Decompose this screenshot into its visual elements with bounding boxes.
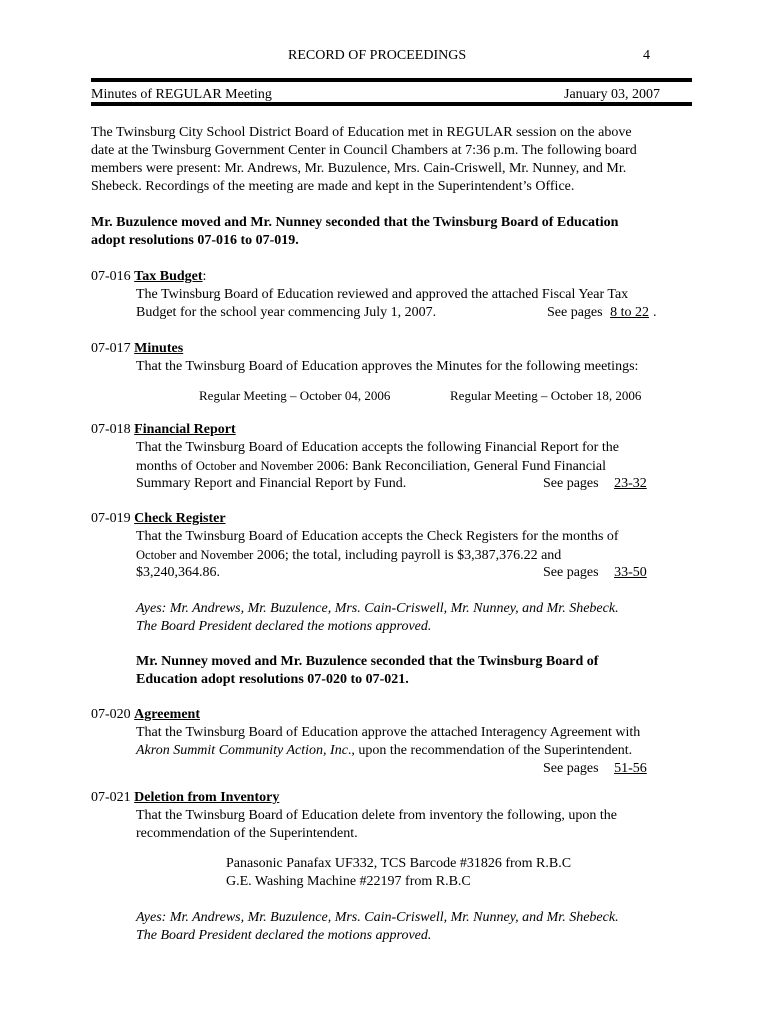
motion-text: adopt resolutions 07-016 to 07-019. bbox=[91, 233, 299, 248]
body-text-small: October and November bbox=[195, 459, 314, 473]
pages-end: . bbox=[652, 305, 657, 320]
pages-value: 8 to 22 bbox=[610, 305, 649, 320]
document-title: RECORD OF PROCEEDINGS bbox=[288, 48, 467, 63]
motion-text: Education adopt resolutions 07-020 to 07-021. bbox=[136, 672, 409, 687]
motion-text: Mr. Nunney moved and Mr. Buzulence seconded that the Twinsburg Board of bbox=[136, 654, 599, 669]
resolution-number: 07-017 bbox=[91, 341, 131, 356]
resolution-number: 07-016 bbox=[91, 269, 131, 284]
inventory-item: G.E. Washing Machine #22197 from R.B.C bbox=[226, 874, 471, 889]
body-text-small: October and November bbox=[136, 548, 254, 562]
header-rule-top bbox=[91, 78, 692, 82]
meeting-entry: Regular Meeting – October 04, 2006 bbox=[199, 388, 391, 403]
header-rule-bottom bbox=[91, 102, 692, 106]
pages-label: See pages bbox=[543, 761, 599, 776]
resolution-heading bbox=[91, 340, 183, 358]
resolution-body bbox=[136, 457, 606, 476]
page-reference bbox=[543, 760, 653, 778]
pages-label: See pages bbox=[543, 565, 599, 580]
body-text: 2006; the total, including payroll is $3,387,376.22 and bbox=[253, 548, 562, 563]
pages-label: See pages bbox=[543, 476, 599, 491]
resolution-title: Agreement bbox=[134, 707, 200, 722]
resolution-title-colon: : bbox=[202, 269, 207, 284]
pages-value: 51-56 bbox=[614, 761, 647, 776]
page-reference bbox=[543, 475, 653, 493]
resolution-heading bbox=[91, 789, 279, 807]
intro-line: The Twinsburg City School District Board of Education met in REGULAR session on the above bbox=[91, 125, 632, 140]
inventory-item: Panasonic Panafax UF332, TCS Barcode #31826 from R.B.C bbox=[226, 856, 572, 871]
body-text: months of bbox=[136, 459, 196, 474]
resolution-body: That the Twinsburg Board of Education accepts the Check Registers for the months of bbox=[136, 529, 619, 544]
pages-value: 33-50 bbox=[614, 565, 647, 580]
meeting-entry: Regular Meeting – October 18, 2006 bbox=[450, 388, 642, 403]
page-reference bbox=[543, 564, 653, 582]
vote-result: The Board President declared the motions approved. bbox=[136, 619, 432, 634]
resolution-heading bbox=[91, 268, 206, 286]
resolution-body: The Twinsburg Board of Education reviewed and approved the attached Fiscal Year Tax bbox=[136, 287, 629, 302]
resolution-number: 07-020 bbox=[91, 707, 131, 722]
resolution-number: 07-021 bbox=[91, 790, 131, 805]
vote-record: Ayes: Mr. Andrews, Mr. Buzulence, Mrs. Cain-Criswell, Mr. Nunney, and Mr. Shebeck. bbox=[136, 910, 619, 925]
resolution-number: 07-019 bbox=[91, 511, 131, 526]
meeting-date: January 03, 2007 bbox=[564, 87, 661, 102]
organization-name: Akron Summit Community Action, Inc bbox=[136, 743, 348, 758]
resolution-body: That the Twinsburg Board of Education approves the Minutes for the following meetings: bbox=[136, 359, 639, 374]
resolution-number: 07-018 bbox=[91, 422, 131, 437]
resolution-body bbox=[136, 546, 561, 565]
pages-value: 23-32 bbox=[614, 476, 647, 491]
resolution-heading bbox=[91, 421, 236, 439]
resolution-heading bbox=[91, 510, 226, 528]
resolution-body: Summary Report and Financial Report by Fund. bbox=[136, 476, 407, 491]
resolution-heading bbox=[91, 706, 200, 724]
resolution-body: That the Twinsburg Board of Education accepts the following Financial Report for the bbox=[136, 440, 619, 455]
intro-line: Shebeck. Recordings of the meeting are made and kept in the Superintendent’s Office. bbox=[91, 179, 575, 194]
page-number: 4 bbox=[643, 48, 650, 63]
resolution-body bbox=[136, 742, 632, 760]
resolution-title: Tax Budget bbox=[134, 269, 203, 284]
resolution-title: Minutes bbox=[134, 341, 184, 356]
resolution-body: That the Twinsburg Board of Education delete from inventory the following, upon the bbox=[136, 808, 618, 823]
resolution-body: That the Twinsburg Board of Education approve the attached Interagency Agreement with bbox=[136, 725, 641, 740]
body-text: ., upon the recommendation of the Superintendent. bbox=[347, 743, 633, 758]
body-text: 2006: Bank Reconciliation, General Fund Financial bbox=[313, 459, 606, 474]
intro-line: date at the Twinsburg Government Center in Council Chambers at 7:36 p.m. The following board bbox=[91, 143, 637, 158]
meeting-label: Minutes of REGULAR Meeting bbox=[91, 87, 272, 102]
motion-text: Mr. Buzulence moved and Mr. Nunney seconded that the Twinsburg Board of Education bbox=[91, 215, 619, 230]
intro-line: members were present: Mr. Andrews, Mr. Buzulence, Mrs. Cain-Criswell, Mr. Nunney, and Mr. bbox=[91, 161, 627, 176]
resolution-body: recommendation of the Superintendent. bbox=[136, 826, 358, 841]
resolution-body: Budget for the school year commencing July 1, 2007. bbox=[136, 305, 437, 320]
resolution-title: Financial Report bbox=[134, 422, 236, 437]
page-reference bbox=[547, 304, 656, 322]
pages-label: See pages bbox=[547, 305, 603, 320]
resolution-title: Check Register bbox=[134, 511, 226, 526]
resolution-title: Deletion from Inventory bbox=[134, 790, 280, 805]
resolution-body: $3,240,364.86. bbox=[136, 565, 220, 580]
vote-record: Ayes: Mr. Andrews, Mr. Buzulence, Mrs. Cain-Criswell, Mr. Nunney, and Mr. Shebeck. bbox=[136, 601, 619, 616]
vote-result: The Board President declared the motions approved. bbox=[136, 928, 432, 943]
